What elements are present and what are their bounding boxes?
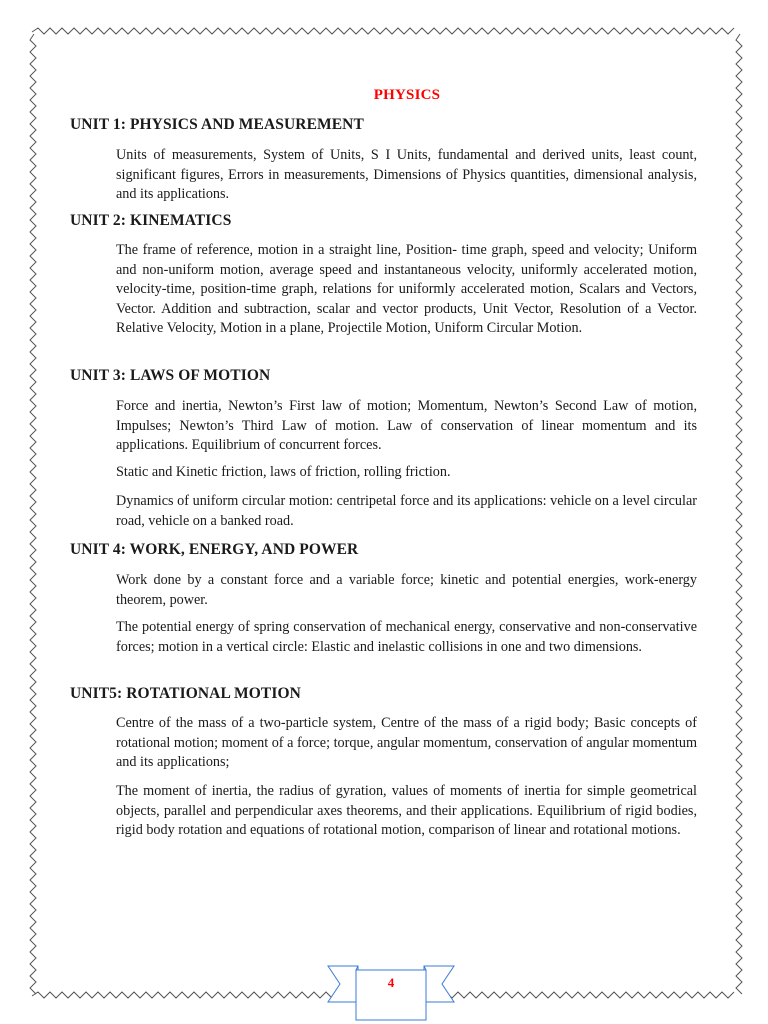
unit-5-paragraph-2: The moment of inertia, the radius of gyration, values of moments of inertia for simple geometrical objects, parallel and perpendicular axes theorems, and their applications. Equilibrium of rigid bodies, rigid body rotation and equations of rotational motion, comparison of linear and rotational motions. [116, 783, 697, 838]
unit-2-heading: UNIT 2: KINEMATICS [70, 212, 232, 229]
unit-5-heading: UNIT5: ROTATIONAL MOTION [70, 685, 301, 702]
unit-3-paragraph-3: Dynamics of uniform circular motion: centripetal force and its applications: vehicle on a level circular road, vehicle on a banked road. [116, 493, 697, 529]
page-number-ribbon [326, 962, 456, 1024]
unit-4-paragraph-2: The potential energy of spring conservation of mechanical energy, conservative and non-conservative forces; motion in a vertical circle: Elastic and inelastic collisions in one and two dimensions. [116, 619, 697, 655]
unit-3-paragraph-1: Force and inertia, Newton’s First law of motion; Momentum, Newton’s Second Law of motion, Impulses; Newton’s Third Law of motion. Law of conservation of linear momentum and its applications. Equilibrium of concurrent forces. [116, 398, 697, 453]
unit-1-paragraph-1: Units of measurements, System of Units, S I Units, fundamental and derived units, least count, significant figures, Errors in measurements, Dimensions of Physics quantities, dimensional analysis, and its applications. [116, 147, 697, 202]
page-title: PHYSICS [373, 87, 441, 103]
unit-3-paragraph-2: Static and Kinetic friction, laws of friction, rolling friction. [116, 464, 451, 480]
unit-4-heading: UNIT 4: WORK, ENERGY, AND POWER [70, 541, 359, 558]
unit-2-paragraph-1: The frame of reference, motion in a straight line, Position- time graph, speed and velocity; Uniform and non-uniform motion, average speed and instantaneous velocity, uniformly accelerated motion, velocity-time, position-time graph, relations for uniformly accelerated motion, Scalars and Vectors, Vector. Addition and subtraction, scalar and vector products, Unit Vector, Resolution of a Vector. Relative Velocity, Motion in a plane, Projectile Motion, Uniform Circular Motion. [116, 242, 697, 336]
unit-3-heading: UNIT 3: LAWS OF MOTION [70, 367, 271, 384]
page-number: 4 [387, 975, 395, 990]
unit-1-heading: UNIT 1: PHYSICS AND MEASUREMENT [70, 116, 364, 133]
unit-4-paragraph-1: Work done by a constant force and a variable force; kinetic and potential energies, work-energy theorem, power. [116, 572, 697, 608]
unit-5-paragraph-1: Centre of the mass of a two-particle system, Centre of the mass of a rigid body; Basic concepts of rotational motion; moment of a force; torque, angular momentum, conservation of angular momentum and its applications; [116, 715, 697, 770]
